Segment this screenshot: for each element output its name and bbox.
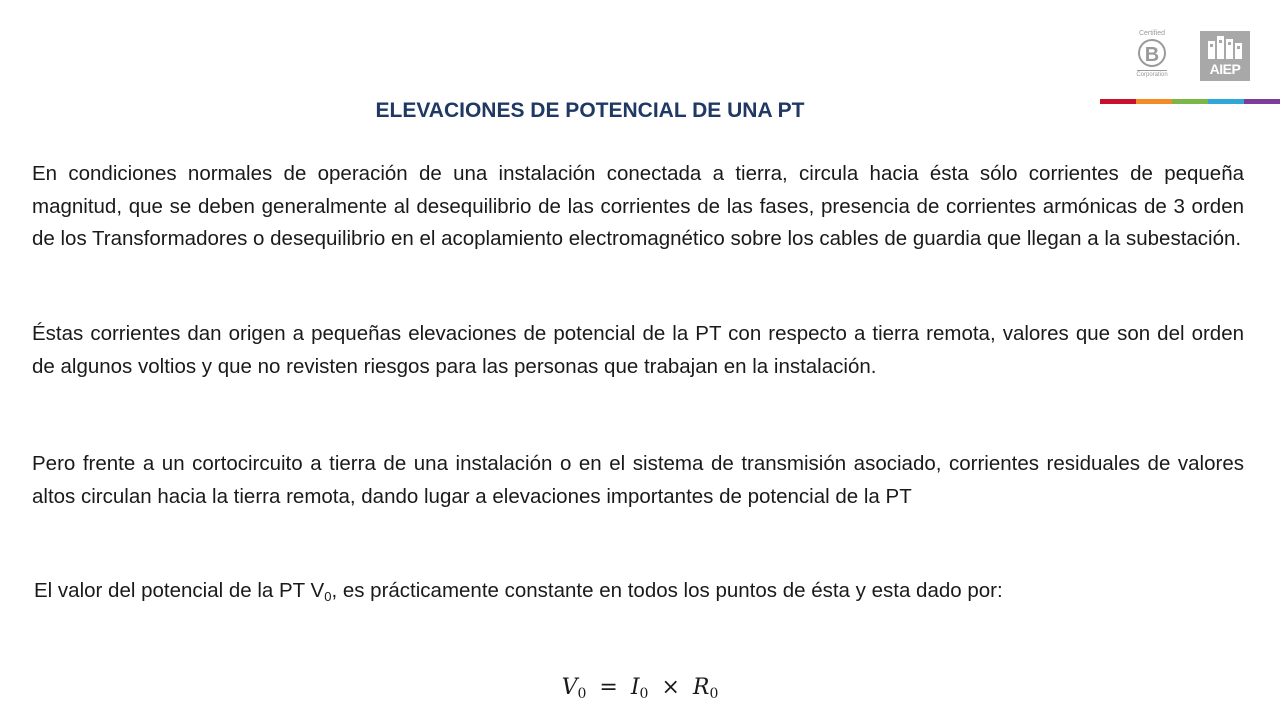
accent-segment xyxy=(1244,99,1280,104)
bcorp-top-text: Certified xyxy=(1138,30,1166,37)
formula-resistance: R xyxy=(692,675,710,700)
aiep-buildings-icon xyxy=(1200,31,1250,63)
bcorp-divider xyxy=(1137,70,1167,71)
paragraph-normal-conditions: En condiciones normales de operación de una instalación conectada a tierra, circula hacia ésta sólo corrientes de pequeña magnitud, que se deben generalmente al desequilibrio de las corrientes de las fases, presencia de corrientes armónicas de 3 orden de los Transformadores o desequilibrio en el acoplamiento electromagnético sobre los cables de guardia que llegan a la subestación. xyxy=(32,162,1244,250)
bcorp-letter: B xyxy=(1138,39,1166,67)
formula-lhs: V xyxy=(561,675,578,700)
p4-text-before: El valor del potencial de la PT V xyxy=(34,579,325,602)
formula-v0 xyxy=(0,672,1280,704)
formula-resistance-sub: 0 xyxy=(709,686,719,702)
p4-subscript: 0 xyxy=(324,589,332,604)
p4-text-after: , es prácticamente constante en todos los puntos de ésta y esta dado por: xyxy=(331,579,1003,602)
formula-times: × xyxy=(661,675,680,700)
formula-equals: = xyxy=(599,675,618,700)
paragraph-short-circuit: Pero frente a un cortocircuito a tierra de una instalación o en el sistema de transmisión asociado, corrientes residuales de valores altos circulan hacia la tierra remota, dando lugar a elevaciones importantes de potencial de la PT xyxy=(32,452,1244,508)
accent-segment xyxy=(1208,99,1244,104)
paragraph-potential-value xyxy=(34,575,1246,608)
formula-current: I xyxy=(630,675,640,700)
formula-lhs-sub: 0 xyxy=(577,686,587,702)
slide-title: ELEVACIONES DE POTENCIAL DE UNA PT xyxy=(375,99,805,122)
bcorp-bottom-text: Corporation xyxy=(1136,72,1168,78)
aiep-logo xyxy=(1200,31,1250,81)
formula-current-sub: 0 xyxy=(639,686,649,702)
aiep-logo-text: AIEP xyxy=(1209,61,1241,77)
bcorp-logo xyxy=(1130,30,1174,82)
paragraph-small-elevations: Éstas corrientes dan origen a pequeñas elevaciones de potencial de la PT con respecto a tierra remota, valores que son del orden de algunos voltios y que no revisten riesgos para las personas que trabajan en la instalación. xyxy=(32,322,1244,378)
